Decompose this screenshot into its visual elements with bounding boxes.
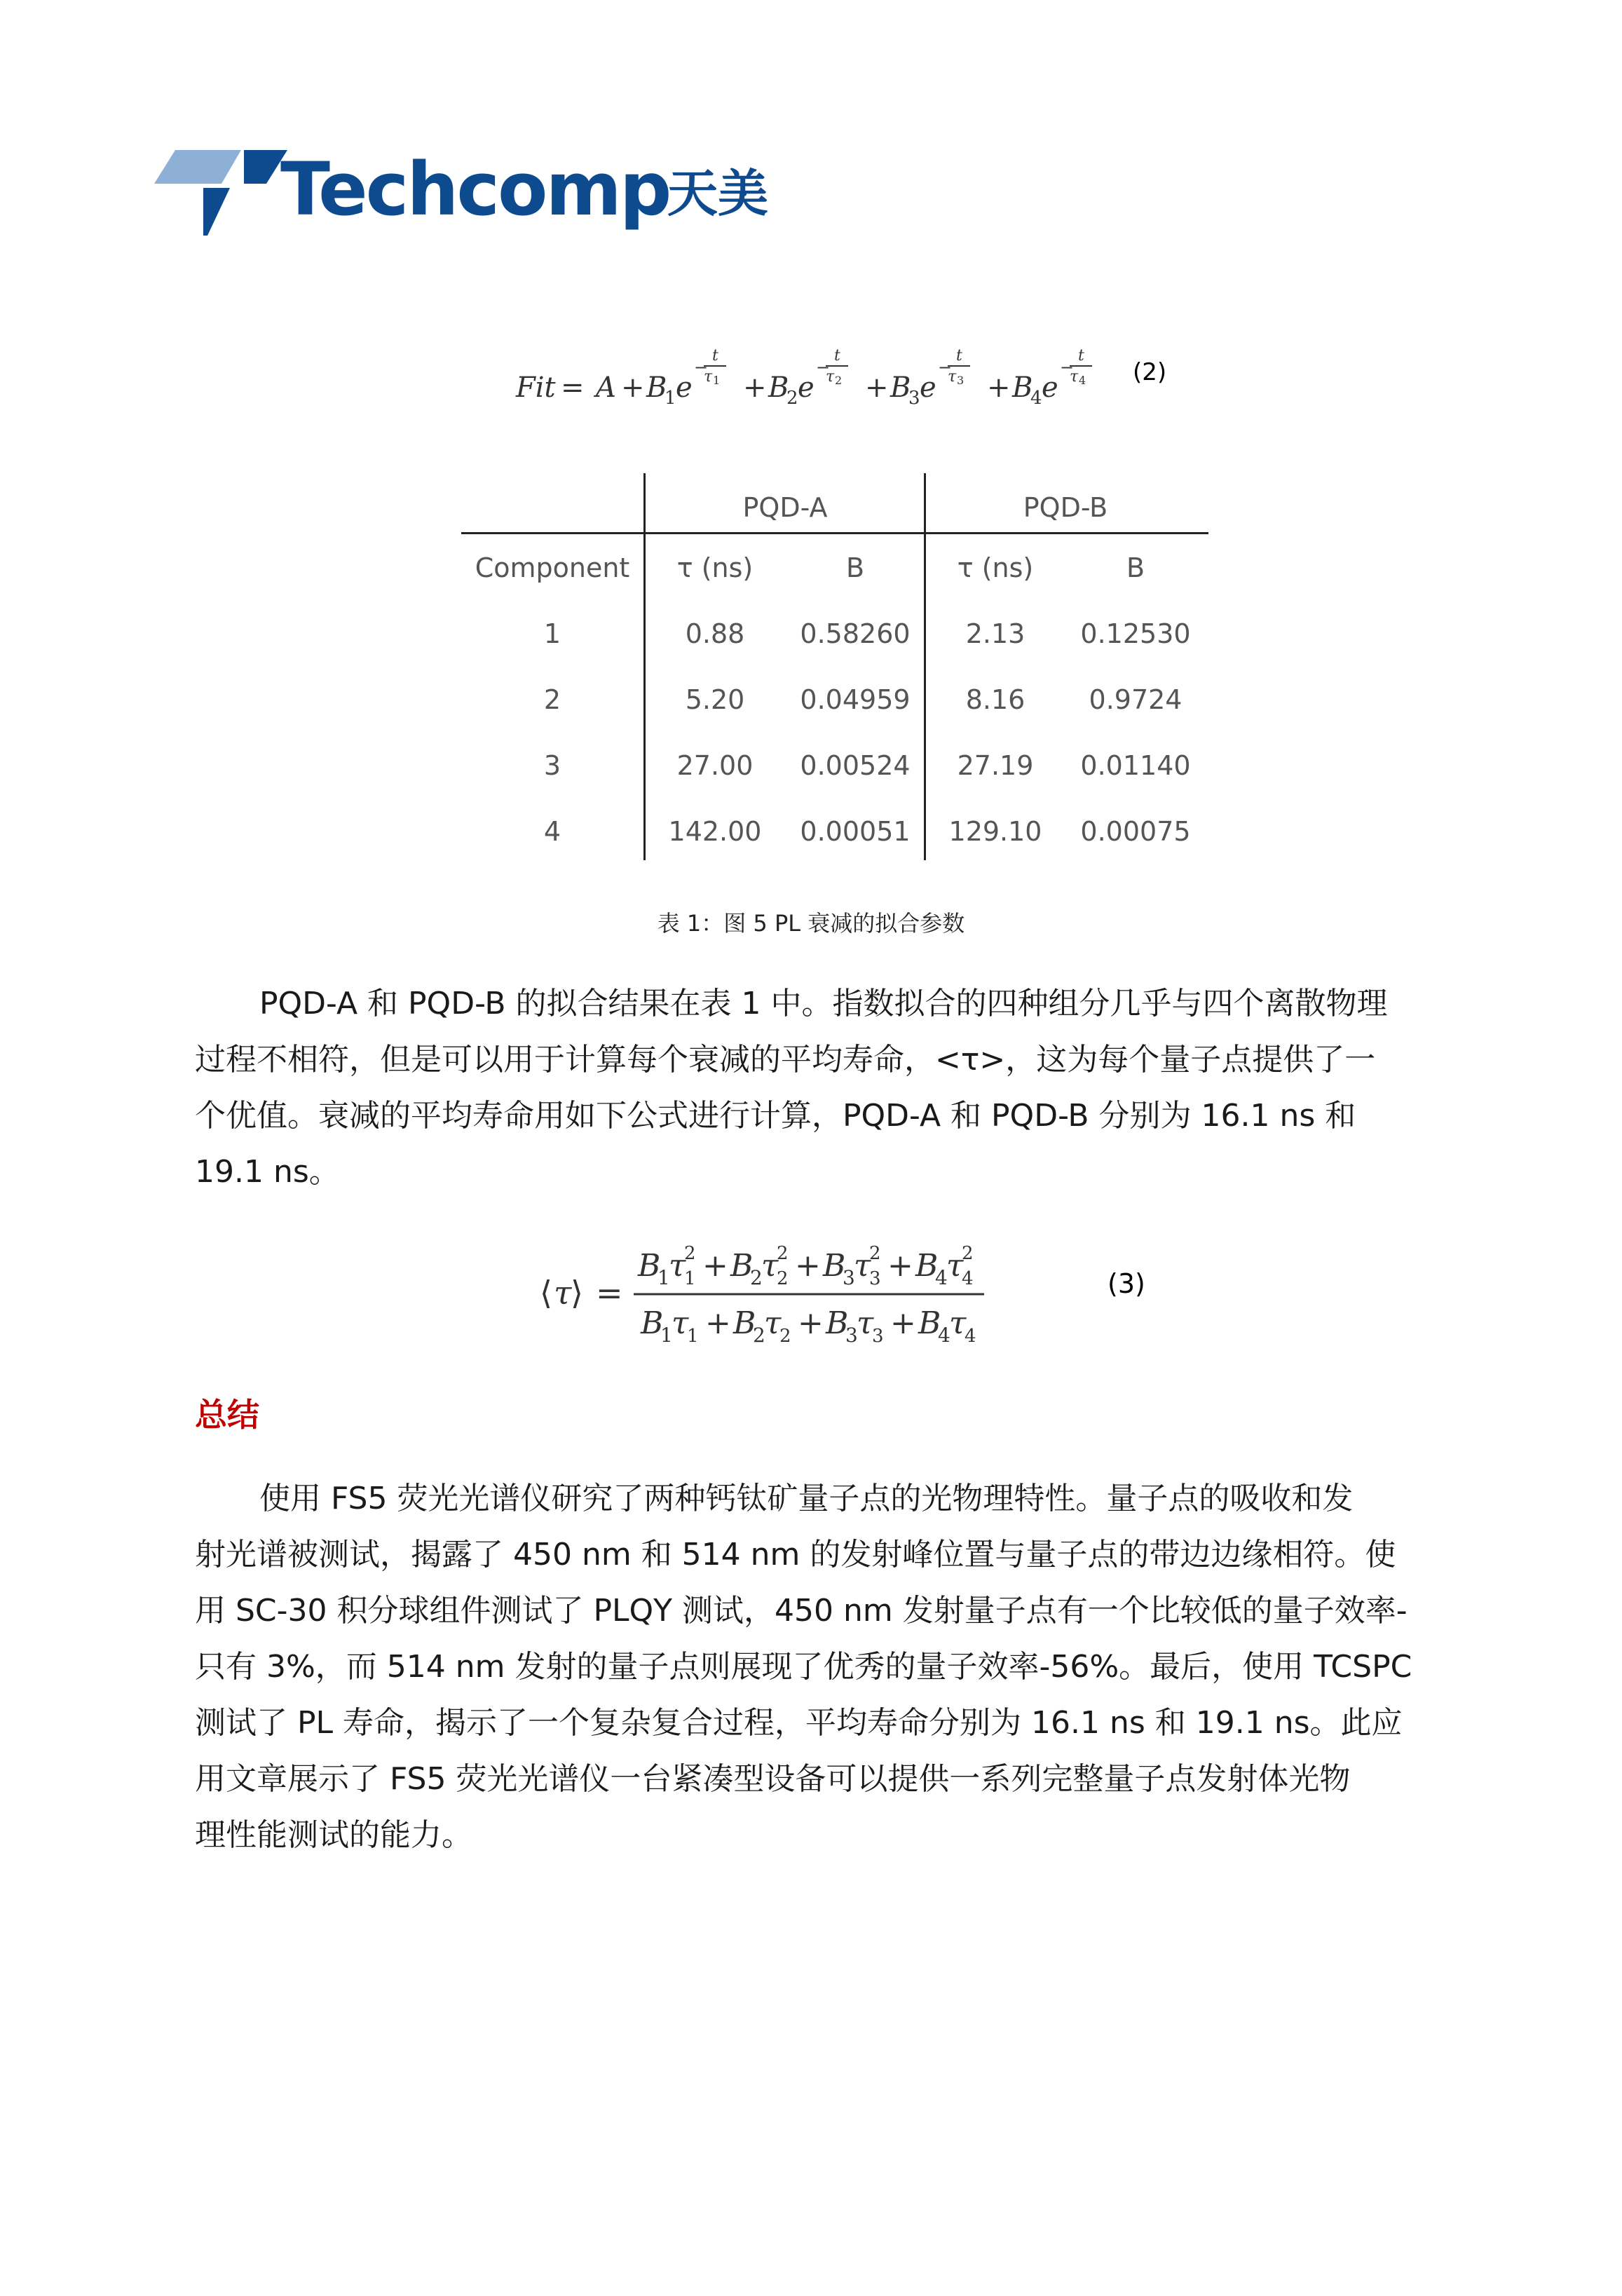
fit-equation-lhs: Fit — [516, 372, 556, 404]
table-cell: 5.20 — [685, 684, 745, 715]
table-cell: 0.88 — [685, 618, 745, 649]
svg-text:τ: τ — [1070, 368, 1079, 386]
paragraph-line: 理性能测试的能力。 — [195, 1817, 472, 1853]
table-cell: 27.19 — [957, 750, 1034, 781]
svg-text:+: + — [798, 1305, 824, 1341]
table-cell: 0.00051 — [800, 816, 911, 847]
table-cell: 3 — [543, 750, 561, 781]
svg-text:4: 4 — [1030, 388, 1042, 409]
svg-text:B: B — [826, 1305, 849, 1341]
svg-text:2: 2 — [779, 1326, 791, 1347]
svg-text:1: 1 — [713, 374, 721, 387]
svg-text:2: 2 — [962, 1243, 974, 1264]
logo-wordmark: Techcomp — [280, 147, 670, 232]
svg-text:t: t — [712, 347, 718, 365]
svg-text:B: B — [646, 372, 667, 404]
svg-text:+: + — [705, 1305, 731, 1341]
svg-text:2: 2 — [753, 1324, 765, 1347]
paragraph-line: 19.1 ns。 — [195, 1154, 340, 1190]
table-cell: 27.00 — [676, 750, 754, 781]
svg-text:B: B — [733, 1305, 756, 1341]
col-header-tau-a: τ (ns) — [676, 552, 754, 583]
svg-text:3: 3 — [843, 1266, 855, 1289]
paragraph-line: 使用 FS5 荧光光谱仪研究了两种钙钛矿量子点的光物理特性。量子点的吸收和发 — [259, 1481, 1354, 1516]
svg-text:τ: τ — [704, 368, 713, 386]
svg-text:2: 2 — [869, 1243, 881, 1264]
fit-equation — [491, 330, 1262, 428]
table-rule-header — [461, 532, 1208, 534]
svg-text:−: − — [816, 358, 831, 377]
techcomp-logo-mark — [154, 147, 287, 238]
svg-text:τ: τ — [854, 1248, 871, 1284]
svg-text:3: 3 — [845, 1324, 858, 1347]
svg-text:2: 2 — [777, 1268, 789, 1289]
svg-text:⟩: ⟩ — [571, 1274, 583, 1312]
svg-text:2: 2 — [684, 1243, 696, 1264]
table-cell: 2.13 — [965, 618, 1025, 649]
table-cell: 129.10 — [948, 816, 1042, 847]
table-cell: 0.12530 — [1080, 618, 1191, 649]
paragraph-line: 过程不相符，但是可以用于计算每个衰减的平均寿命，<τ>，这为每个量子点提供了一 — [195, 1042, 1376, 1078]
svg-text:τ: τ — [857, 1305, 874, 1341]
col-header-b-b: B — [1126, 552, 1145, 583]
svg-text:B: B — [1012, 372, 1033, 404]
equation-3-label: (3) — [1108, 1268, 1145, 1299]
svg-text:=: = — [596, 1274, 623, 1312]
svg-text:τ: τ — [672, 1305, 689, 1341]
table-cell: 0.00075 — [1080, 816, 1191, 847]
svg-text:3: 3 — [869, 1268, 881, 1289]
table-cell: 4 — [543, 816, 561, 847]
svg-text:B: B — [638, 1248, 661, 1284]
svg-text:4: 4 — [938, 1324, 950, 1347]
svg-text:τ: τ — [669, 1248, 686, 1284]
svg-text:B: B — [823, 1248, 846, 1284]
svg-text:τ: τ — [949, 1305, 967, 1341]
svg-text:2: 2 — [777, 1243, 789, 1264]
svg-text:+: + — [865, 372, 889, 404]
paragraph-line: 射光谱被测试，揭露了 450 nm 和 514 nm 的发射峰位置与量子点的带边边缘相符。使 — [195, 1537, 1396, 1572]
svg-text:2: 2 — [786, 388, 798, 409]
svg-text:e: e — [1042, 372, 1058, 404]
svg-text:τ: τ — [948, 368, 957, 386]
svg-text:4: 4 — [965, 1326, 976, 1347]
table-cell: 1 — [543, 618, 561, 649]
svg-text:+: + — [987, 372, 1011, 404]
svg-text:e: e — [920, 372, 936, 404]
svg-text:B: B — [918, 1305, 941, 1341]
table-cell: 0.58260 — [800, 618, 911, 649]
svg-text:4: 4 — [935, 1266, 948, 1289]
svg-text:−: − — [694, 358, 709, 377]
svg-text:3: 3 — [957, 374, 965, 387]
paragraph-summary — [195, 1471, 1429, 1863]
svg-text:1: 1 — [657, 1266, 670, 1289]
svg-text:+: + — [702, 1248, 728, 1284]
svg-text:+: + — [743, 372, 767, 404]
svg-text:1: 1 — [684, 1268, 696, 1289]
table-caption: 表 1：图 5 PL 衰减的拟合参数 — [657, 910, 965, 937]
svg-text:−: − — [938, 358, 953, 377]
svg-text:e: e — [798, 372, 815, 404]
table-cell: 8.16 — [965, 684, 1025, 715]
paragraph-fit-results — [195, 976, 1429, 1200]
col-header-tau-b: τ (ns) — [957, 552, 1034, 583]
svg-text:B: B — [641, 1305, 664, 1341]
svg-text:+: + — [887, 1248, 913, 1284]
svg-text:B: B — [768, 372, 789, 404]
table-cell: 0.01140 — [1080, 750, 1191, 781]
svg-text:B: B — [915, 1248, 939, 1284]
svg-text:2: 2 — [835, 374, 843, 387]
svg-text:B: B — [730, 1248, 754, 1284]
svg-text:B: B — [890, 372, 911, 404]
svg-text:=: = — [561, 372, 585, 404]
table-cell: 0.04959 — [800, 684, 911, 715]
table-cell: 2 — [543, 684, 561, 715]
table-cell: 0.00524 — [800, 750, 911, 781]
group-header-pqd-b: PQD-B — [1023, 492, 1108, 523]
logo-chinese-name: 天美 — [667, 164, 769, 223]
svg-text:4: 4 — [962, 1268, 974, 1289]
svg-text:3: 3 — [908, 388, 920, 409]
techcomp-logo — [154, 147, 785, 252]
svg-text:1: 1 — [665, 388, 676, 409]
equation-2-label: (2) — [1133, 358, 1167, 386]
fit-parameters-table — [456, 473, 1220, 866]
svg-text:τ: τ — [764, 1305, 782, 1341]
svg-text:τ: τ — [826, 368, 835, 386]
svg-text:+: + — [621, 372, 645, 404]
col-header-component: Component — [475, 552, 630, 583]
table-cell: 142.00 — [668, 816, 762, 847]
svg-text:1: 1 — [660, 1324, 673, 1347]
svg-text:+: + — [890, 1305, 916, 1341]
section-heading-summary: 总结 — [195, 1396, 259, 1434]
svg-text:e: e — [676, 372, 693, 404]
svg-text:−: − — [1060, 358, 1075, 377]
paragraph-line: 测试了 PL 寿命，揭示了一个复杂复合过程，平均寿命分别为 16.1 ns 和 19.1 ns。此应 — [195, 1705, 1403, 1741]
col-header-b-a: B — [845, 552, 865, 583]
table-divider-left — [643, 473, 646, 860]
svg-text:t: t — [1078, 347, 1084, 365]
group-header-pqd-a: PQD-A — [742, 492, 828, 523]
paragraph-line: 个优值。衰减的平均寿命用如下公式进行计算，PQD-A 和 PQD-B 分别为 16.1 ns 和 — [195, 1098, 1356, 1134]
svg-text:2: 2 — [750, 1266, 763, 1289]
svg-text:τ: τ — [761, 1248, 779, 1284]
svg-text:τ: τ — [554, 1274, 572, 1312]
table-divider-right — [924, 473, 926, 860]
svg-text:t: t — [834, 347, 840, 365]
table-cell: 0.9724 — [1089, 684, 1183, 715]
svg-text:⟨: ⟨ — [540, 1274, 552, 1312]
svg-text:3: 3 — [872, 1326, 884, 1347]
paragraph-line: 用 SC-30 积分球组件测试了 PLQY 测试，450 nm 发射量子点有一个比较低的量子效率- — [195, 1593, 1408, 1629]
svg-text:t: t — [956, 347, 962, 365]
paragraph-line: PQD-A 和 PQD-B 的拟合结果在表 1 中。指数拟合的四种组分几乎与四个离散物理 — [259, 986, 1388, 1021]
svg-text:1: 1 — [687, 1326, 699, 1347]
svg-text:τ: τ — [946, 1248, 964, 1284]
average-lifetime-equation — [491, 1220, 1262, 1367]
svg-text:+: + — [795, 1248, 821, 1284]
svg-text:A: A — [596, 372, 616, 404]
paragraph-line: 只有 3%，而 514 nm 发射的量子点则展现了优秀的量子效率-56%。最后，使用 TCSPC — [195, 1649, 1412, 1685]
paragraph-line: 用文章展示了 FS5 荧光光谱仪一台紧凑型设备可以提供一系列完整量子点发射体光物 — [195, 1761, 1351, 1797]
svg-text:4: 4 — [1079, 374, 1086, 387]
